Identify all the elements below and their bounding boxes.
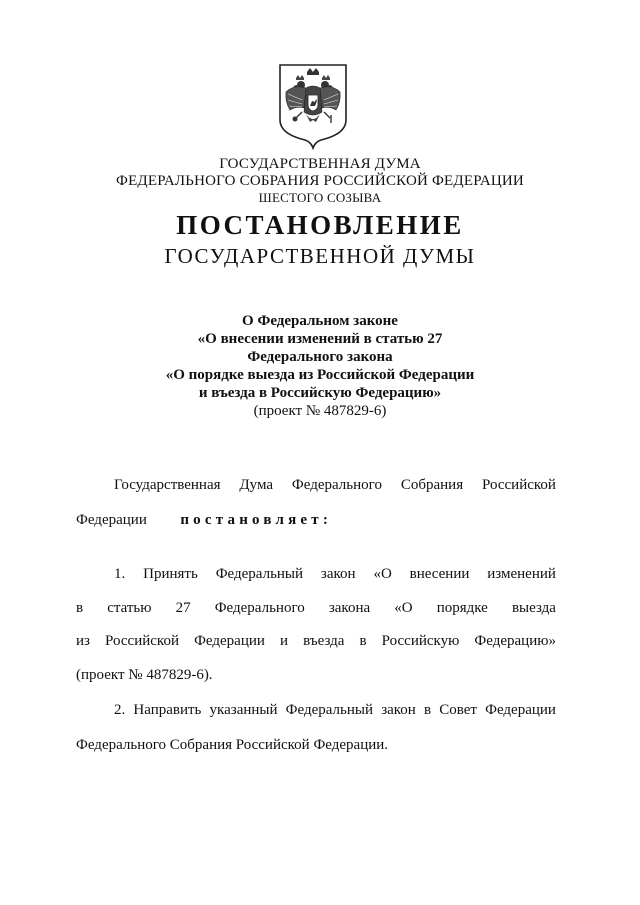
word: Российской xyxy=(482,477,556,493)
word: статью xyxy=(107,600,152,616)
word: в xyxy=(76,600,84,616)
word: Совет xyxy=(439,702,477,718)
subject-line-4: «О порядке выезда из Российской Федерации xyxy=(165,367,475,383)
subject-line-1: О Федеральном законе xyxy=(242,313,398,329)
issuer-line-2: ФЕДЕРАЛЬНОГО СОБРАНИЯ РОССИЙСКОЙ ФЕДЕРАЦИИ xyxy=(116,173,524,189)
word: Федерации xyxy=(194,633,265,649)
intro-line-2 xyxy=(76,510,332,530)
item-1-line-4: (проект № 487829-6). xyxy=(76,667,213,683)
word: изменений xyxy=(487,566,556,582)
subject-line-2: «О внесении изменений в статью 27 xyxy=(197,331,443,347)
issuer-line-1: ГОСУДАРСТВЕННАЯ ДУМА xyxy=(219,156,421,172)
word: из xyxy=(76,633,90,649)
item-number: 2. xyxy=(114,702,126,718)
resolves-verb: постановляет: xyxy=(180,512,333,528)
convocation-line: ШЕСТОГО СОЗЫВА xyxy=(258,190,382,205)
word: Собрания xyxy=(400,477,464,493)
word: и xyxy=(280,633,289,649)
word: 27 xyxy=(175,600,191,616)
word: закон xyxy=(320,566,356,582)
word: «О xyxy=(394,600,413,616)
word: в xyxy=(423,702,432,718)
word: Государственная xyxy=(114,477,221,493)
word: внесении xyxy=(409,566,470,582)
word: закона xyxy=(328,600,371,616)
word: закон xyxy=(381,702,416,718)
document-subtitle: ГОСУДАРСТВЕННОЙ ДУМЫ xyxy=(164,244,476,268)
item-2-line-1 xyxy=(114,700,556,720)
word: в xyxy=(359,633,367,649)
subject-line-3: Федерального закона xyxy=(247,349,393,365)
bill-number: (проект № 487829-6) xyxy=(253,403,387,419)
double-headed-eagle-icon xyxy=(276,62,350,150)
item-1-line-2 xyxy=(76,598,556,618)
intro-line-1 xyxy=(114,475,556,495)
word: указанный xyxy=(209,702,278,718)
document-title: ПОСТАНОВЛЕНИЕ xyxy=(176,210,464,240)
subject-line-5: и въезда в Российскую Федерацию» xyxy=(198,385,442,401)
word: Российской xyxy=(105,633,179,649)
item-1-line-1 xyxy=(114,564,556,584)
item-2-line-2: Федерального Собрания Российской Федерации. xyxy=(76,737,389,753)
word: Федеральный xyxy=(285,702,374,718)
word: «О xyxy=(373,566,392,582)
word: Федерации xyxy=(485,702,556,718)
word: Федеральный xyxy=(215,566,304,582)
word: въезда xyxy=(303,633,345,649)
word: Федерации xyxy=(76,512,147,528)
word: Принять xyxy=(143,566,198,582)
item-number: 1. xyxy=(114,566,126,582)
word: Направить xyxy=(133,702,202,718)
word: Федерацию» xyxy=(474,633,556,649)
word: Дума xyxy=(239,477,274,493)
word: Федерального xyxy=(291,477,382,493)
word: Федерального xyxy=(214,600,305,616)
word: Российскую xyxy=(381,633,460,649)
word: порядке xyxy=(436,600,488,616)
word: выезда xyxy=(511,600,556,616)
item-1-line-3 xyxy=(76,631,556,651)
coat-of-arms-emblem xyxy=(276,62,350,150)
